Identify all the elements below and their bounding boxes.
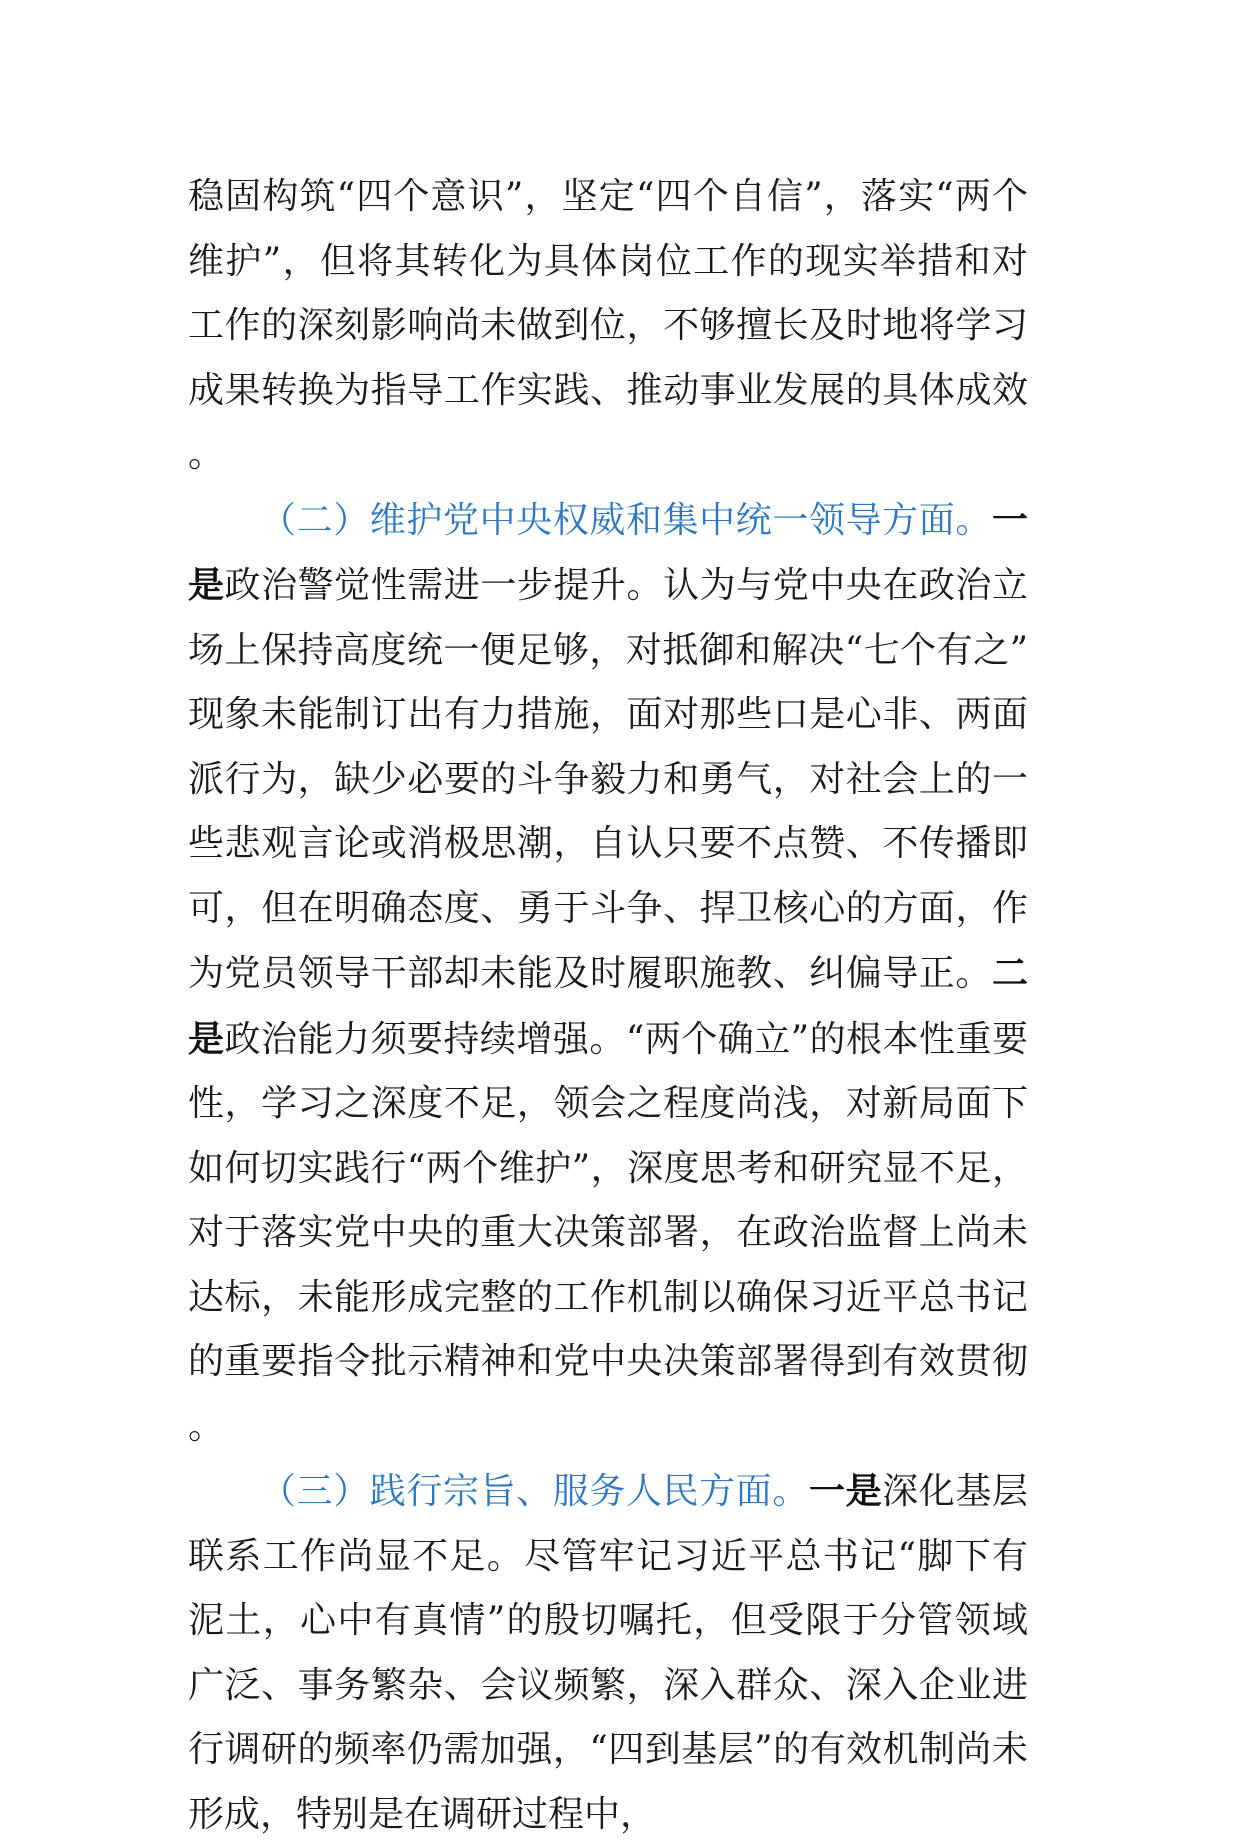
paragraph-continuation [188,165,1028,488]
body-text: 稳固构筑“四个意识”，坚定“四个自信”，落实“两个维护”，但将其转化为具体岗位工作的现实举措和对工作的深刻影响尚未做到位，不够擅长及时地将学习成果转换为指导工作实践、推动事业发展的具体成效。 [188,176,1028,475]
body-text: 政治警觉性需进一步提升。认为与党中央在政治立场上保持高度统一便足够，对抵御和解决“七个有之”现象未能制订出有力措施，面对那些口是心非、两面派行为，缺少必要的斗争毅力和勇气，对社会上的一些悲观言论或消极思潮，自认只要不点赞、不传播即可，但在明确态度、勇于斗争、捍卫核心的方面，作为党员领导干部却未能及时履职施教、纠偏导正。 [188,565,1028,994]
paragraph-section-two [188,488,1028,1460]
section-heading-two: （二）维护党中央权威和集中统一领导方面。 [260,499,992,541]
point-label-second: 二是 [188,952,1028,1060]
point-label-first: 一是 [808,1470,883,1512]
section-heading-three: （三）践行宗旨、服务人民方面。 [260,1471,809,1512]
body-text: 政治能力须要持续增强。“两个确立”的根本性重要性，学习之深度不足，领会之程度尚浅，对新局面下如何切实践行“两个维护”，深度思考和研究显不足，对于落实党中央的重大决策部署，在政治监督上尚未达标，未能形成完整的工作机制以确保习近平总书记的重要指令批示精神和党中央决策部署得到有效贯彻。 [188,1018,1028,1447]
document-body [188,165,1028,1847]
point-label-first: 一是 [188,498,1028,606]
body-text: 深化基层联系工作尚显不足。尽管牢记习近平总书记“脚下有泥土，心中有真情”的殷切嘱托，但受限于分管领域广泛、事务繁杂、会议频繁，深入群众、深入企业进行调研的频率仍需加强，“四到基层”的有效机制尚未形成，特别是在调研过程中， [188,1471,1028,1835]
paragraph-section-three [188,1459,1028,1847]
